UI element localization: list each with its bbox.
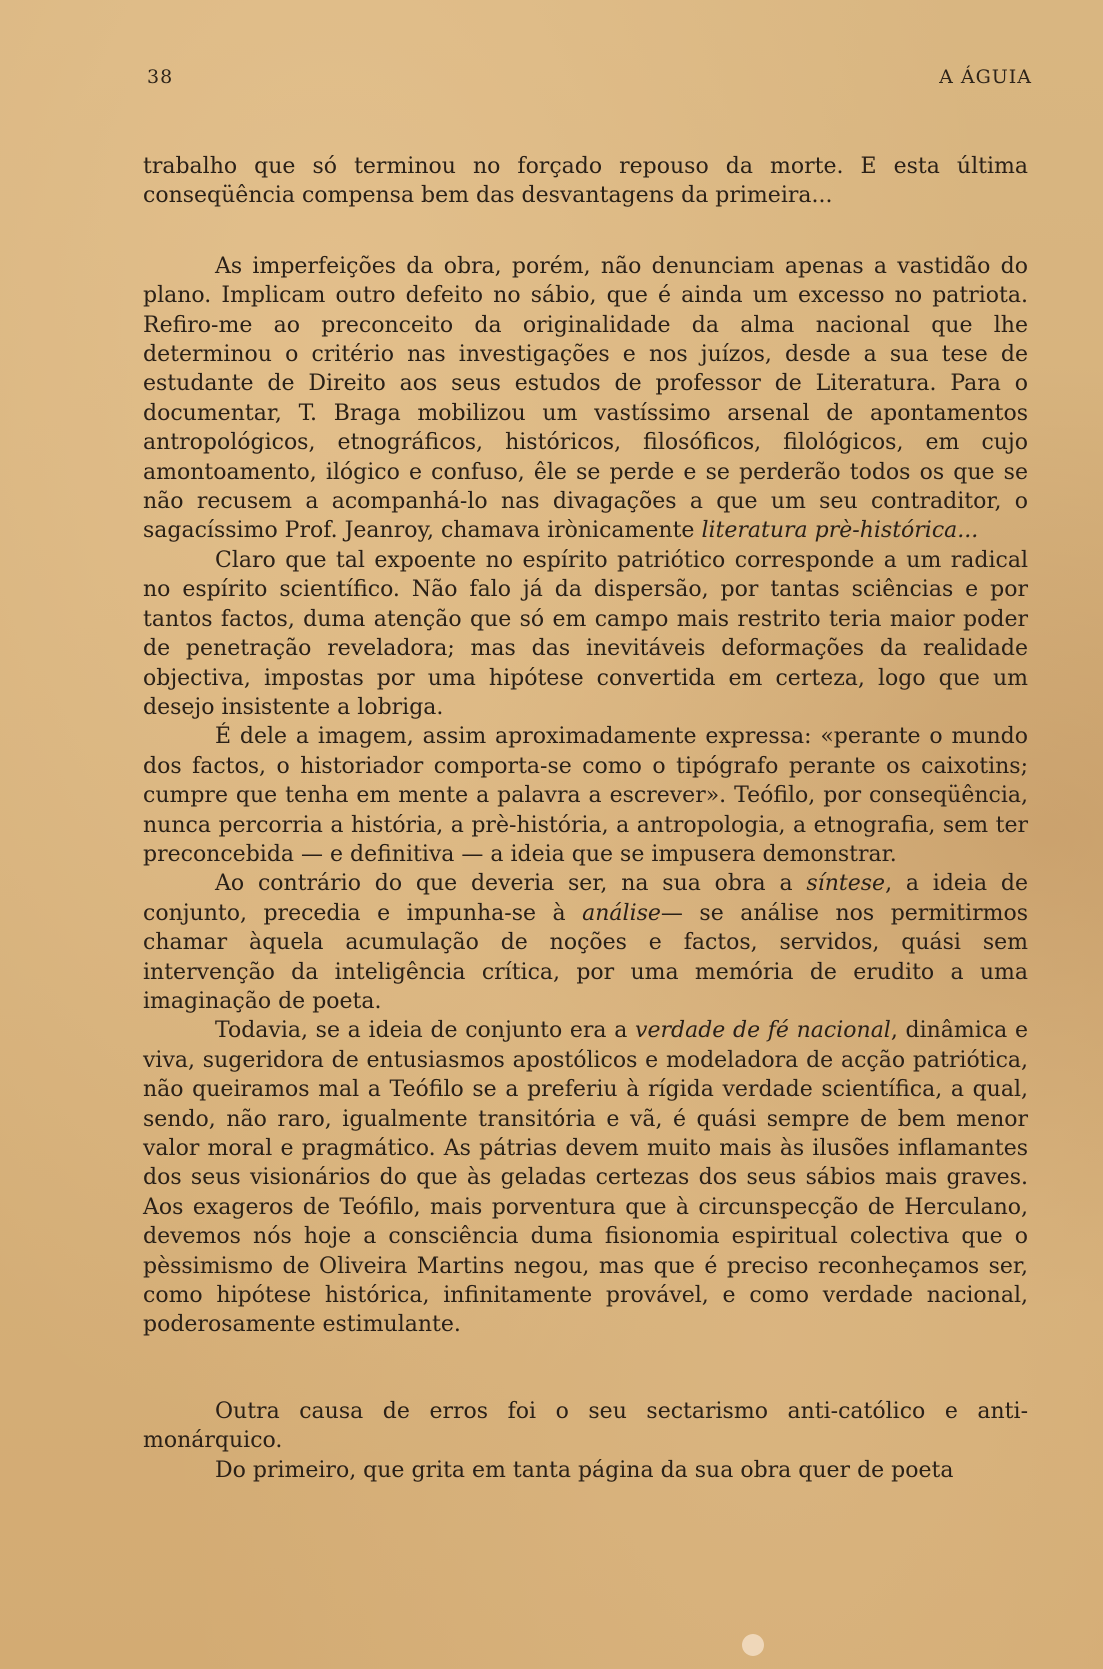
paragraph-8: Do primeiro, que grita em tanta página da sua obra quer de poeta xyxy=(215,1457,954,1483)
paragraph-4: É dele a imagem, assim aproximadamente expressa: «perante o mundo dos factos, o historiador comporta-se como o tipógrafo perante os caixotins; cumpre que tenha em mente a palavra a escrever». Teófilo, por conseqüência, nunca percorria a história, a prè-história, a antropologia, a etnografia, sem ter preconcebida — e definitiva — a ideia que se impusera demonstrar. xyxy=(143,724,1028,867)
paragraph-6-text-b: , dinâmica e viva, sugeridora de entusiasmos apostólicos e modeladora de acção patriótica, não queiramos mal a Teófilo se a preferiu à rígida verdade scientífica, a qual, sendo, não raro, igualmente transitória e vã, é quási sempre de bem menor valor moral e pragmático. As pátrias devem muito mais às ilusões inflamantes dos seus visionários do que às geladas certezas dos seus sábios mais graves. Aos exageros de Teófilo, mais porventura que à circunspecção de Herculano, devemos nós hoje a consciência duma fisionomia espiritual colectiva que o pèssimismo de Oliveira Martins negou, mas que é preciso reconheçamos ser, como hipótese histórica, infinitamente provável, e como verdade nacional, poderosamente estimulante. xyxy=(143,1018,1028,1338)
paragraph-5-italic-synthesis: síntese xyxy=(806,871,886,897)
paragraph-3: Claro que tal expoente no espírito patriótico corresponde a um radical no espírito scientífico. Não falo já da dispersão, por tantas sciências e por tantos factos, duma atenção que só em campo mais restrito teria maior poder de penetração reveladora; mas das inevitáveis deformações da realidade objectiva, impostas por uma hipótese convertida em certeza, logo que um desejo insistente a lobriga. xyxy=(143,547,1028,720)
section-gap xyxy=(143,211,1028,252)
body-text xyxy=(143,152,1028,1485)
running-head xyxy=(147,66,1032,96)
paragraph-1: trabalho que só terminou no forçado repouso da morte. E esta última conseqüência compensa bem das desvantagens da primeira... xyxy=(143,154,1028,209)
paragraph-2 xyxy=(143,252,1028,546)
paragraph-6-italic: verdade de fé nacional xyxy=(635,1018,891,1044)
paragraph-2-italic: literatura prè-histórica... xyxy=(701,518,979,544)
paragraph-5-italic-analysis: análise xyxy=(582,900,661,926)
paper-blemish xyxy=(742,1634,764,1656)
paragraph-6 xyxy=(143,1016,1028,1339)
page-number: 38 xyxy=(147,66,174,88)
journal-title: A ÁGUIA xyxy=(939,66,1032,88)
paragraph-5-text-a: Ao contrário do que deveria ser, na sua obra a xyxy=(215,871,793,897)
section-gap-2 xyxy=(143,1340,1028,1397)
paragraph-5 xyxy=(143,869,1028,1016)
paragraph-7: Outra causa de erros foi o seu sectarismo anti-católico e anti-monárquico. xyxy=(143,1398,1028,1454)
paragraph-5-text-c: — se análise nos permitirmos chamar àquela acumulação de noções e factos, servidos, quási sem intervenção da inteligência crítica, por uma memória de erudito a uma imaginação de poeta. xyxy=(143,900,1028,1014)
paragraph-5-text-b: , a ideia de conjunto, precedia e impunha-se à xyxy=(143,871,1028,926)
paragraph-2-text: As imperfeições da obra, porém, não denunciam apenas a vastidão do plano. Implicam outro defeito no sábio, que é ainda um excesso no patriota. Refiro-me ao preconceito da originalidade da alma nacional que lhe determinou o critério nas investigações e nos juízos, desde a sua tese de estudante de Direito aos seus estudos de professor de Literatura. Para o documentar, T. Braga mobilizou um vastíssimo arsenal de apontamentos antropológicos, etnográficos, históricos, filosóficos, filológicos, em cujo amontoamento, ilógico e confuso, êle se perde e se perderão todos os que se não recusem a acompanhá-lo nas divagações a que um seu contraditor, o sagacíssimo Prof. Jeanroy, chamava irònicamente xyxy=(143,253,1028,544)
paragraph-6-text-a: Todavia, se a ideia de conjunto era a xyxy=(215,1018,628,1044)
